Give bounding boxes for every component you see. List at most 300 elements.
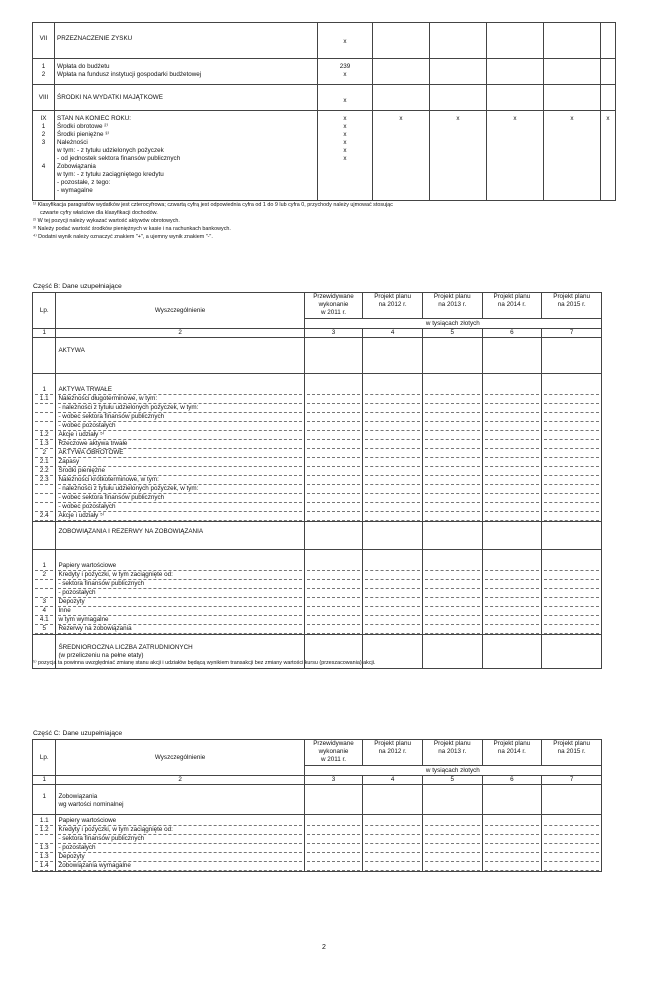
cell-line: na 2014 r. <box>497 748 526 755</box>
empty-value-line <box>544 422 599 431</box>
empty-value-line <box>485 580 540 589</box>
cell-line: wykonanie <box>318 748 349 755</box>
cell-line <box>35 413 53 422</box>
empty-value-line <box>307 817 361 826</box>
empty-value-line <box>425 413 480 422</box>
empty-value-line <box>485 431 540 440</box>
cell-line <box>546 97 598 105</box>
header-col7 <box>542 293 602 319</box>
description-cell <box>56 374 304 522</box>
empty-value-line <box>425 607 480 616</box>
empty-value-line <box>544 449 599 458</box>
cell-line <box>489 38 541 46</box>
cell-line: Środki pieniężne ³⁾ <box>57 131 109 138</box>
empty-value-line <box>307 431 361 440</box>
value-cell-c5 <box>430 59 487 85</box>
value-cell <box>304 522 363 550</box>
empty-value-line <box>307 844 361 853</box>
description-cell <box>55 111 318 201</box>
cell-line: ŚRODKI NA WYDATKI MAJĄTKOWE <box>57 94 163 101</box>
cell-line: - sektora finansów publicznych <box>58 580 301 589</box>
footnote: ¹⁾ Klasyfikacja paragrafów wydatków jest czterocyfrowa; czwartą cyfrą jest odpowiednia cyfra od 1 do 9 lub cyfra 0, przychody należy ujmować stosując <box>33 202 393 208</box>
empty-value-line <box>485 862 540 871</box>
empty-value-line <box>485 844 540 853</box>
header-unit: w tysiącach złotych <box>304 319 601 329</box>
cell-line: w 2011 r. <box>320 756 347 763</box>
column-number: 3 <box>304 776 363 785</box>
value-cell-c6 <box>487 59 544 85</box>
empty-value-line <box>307 835 361 844</box>
cell-line: 1.1 <box>35 395 53 404</box>
empty-value-line <box>365 413 420 422</box>
empty-value-line <box>425 625 480 634</box>
cell-line: Akcje i udziały ⁵⁾ <box>58 431 301 440</box>
empty-value-line <box>485 817 540 826</box>
value-cell <box>304 785 363 815</box>
cell-line: - wobec pozostałych <box>58 503 301 512</box>
empty-value-line <box>544 562 599 571</box>
value-cell-c8 <box>601 85 616 111</box>
cell-line <box>489 97 541 105</box>
cell-line: - wobec pozostałych <box>58 422 301 431</box>
empty-value-line <box>365 580 420 589</box>
description-cell <box>56 522 304 550</box>
empty-value-line <box>307 503 361 512</box>
empty-value-line <box>425 467 480 476</box>
cell-line: 2.1 <box>35 458 53 467</box>
cell-line: x <box>343 155 347 162</box>
value-cell-c3 <box>318 23 373 59</box>
cell-line: w 2011 r. <box>320 309 347 316</box>
value-cell-c4 <box>373 59 430 85</box>
empty-value-line <box>544 580 599 589</box>
empty-value-line <box>307 862 361 871</box>
cell-line: 239 <box>339 63 351 70</box>
header-lp: Lp. <box>33 293 56 329</box>
cell-line: 3 <box>35 598 53 607</box>
empty-value-line <box>544 616 599 625</box>
cell-line: Projekt planu <box>433 740 471 747</box>
empty-value-line <box>307 404 361 413</box>
cell-line: Kredyty i pożyczki, w tym zaciągnięte od: <box>58 571 301 580</box>
table-part-c <box>32 739 602 872</box>
empty-value-line <box>307 395 361 404</box>
cell-line: wg wartości nominalnej <box>58 801 124 808</box>
cell-line: Wpłata do budżetu <box>57 63 110 70</box>
value-cell <box>482 635 542 669</box>
empty-value-line <box>544 862 599 871</box>
cell-line: x <box>343 38 347 45</box>
header-col5 <box>422 740 482 766</box>
cell-line: Rzeczowe aktywa trwałe <box>58 440 301 449</box>
cell-line: 1 <box>41 63 46 70</box>
empty-value-line <box>425 431 480 440</box>
value-cell <box>363 550 423 635</box>
cell-line: 3 <box>41 139 46 146</box>
header-description: Wyszczególnienie <box>56 740 304 776</box>
empty-value-line <box>365 395 420 404</box>
lp-cell <box>33 522 56 550</box>
cell-line <box>35 187 52 195</box>
cell-line: Rezerwy na zobowiązania <box>58 625 301 634</box>
cell-line: - wobec sektora finansów publicznych <box>58 413 301 422</box>
cell-line: Należności krótkoterminowe, w tym: <box>58 476 301 485</box>
value-cell <box>482 338 542 374</box>
empty-value-line <box>425 485 480 494</box>
page-number: 2 <box>322 944 326 951</box>
column-number: 4 <box>363 776 423 785</box>
cell-line: 2.2 <box>35 467 53 476</box>
empty-value-line <box>425 458 480 467</box>
empty-value-line <box>425 571 480 580</box>
empty-value-line <box>307 449 361 458</box>
empty-value-line <box>485 589 540 598</box>
part-c-caption: Część C: Dane uzupełniające <box>33 730 123 737</box>
cell-line: Papiery wartościowe <box>58 817 301 826</box>
empty-value-line <box>485 598 540 607</box>
empty-value-line <box>307 571 361 580</box>
cell-line: STAN NA KONIEC ROKU: <box>57 115 132 122</box>
value-cell-c8 <box>601 23 616 59</box>
table-part-b <box>32 292 602 669</box>
value-cell-c7 <box>544 85 601 111</box>
column-number: 1 <box>33 329 56 338</box>
empty-value-line <box>425 598 480 607</box>
cell-line <box>35 404 53 413</box>
column-number: 3 <box>304 329 363 338</box>
cell-line: - od jednostek sektora finansów publicznych <box>57 155 181 162</box>
cell-line: 2.3 <box>35 476 53 485</box>
empty-value-line <box>544 404 599 413</box>
table-row <box>33 111 616 201</box>
empty-value-line <box>485 616 540 625</box>
lp-cell <box>33 815 56 872</box>
header-number-row <box>33 776 602 785</box>
cell-line: x <box>343 97 347 104</box>
lp-cell <box>33 338 56 374</box>
cell-line: AKTYWA TRWAŁE <box>58 386 301 395</box>
cell-line: w tym wymagalne <box>58 616 301 625</box>
header-col6 <box>482 740 542 766</box>
empty-value-line <box>365 616 420 625</box>
lp-cell <box>33 59 55 85</box>
value-cell <box>363 338 423 374</box>
empty-value-line <box>425 562 480 571</box>
header-col4 <box>363 293 423 319</box>
cell-line: IX <box>40 115 47 122</box>
cell-line: 1.3 <box>35 853 53 862</box>
value-cell <box>422 338 482 374</box>
empty-value-line <box>365 458 420 467</box>
cell-line: w tym: - z tytułu udzielonych pożyczek <box>57 147 164 154</box>
cell-line <box>375 38 427 46</box>
empty-value-line <box>425 476 480 485</box>
cell-line: na 2013 r. <box>438 301 467 308</box>
empty-value-line <box>307 512 361 521</box>
cell-line: - wobec sektora finansów publicznych <box>58 494 301 503</box>
empty-value-line <box>307 476 361 485</box>
empty-value-line <box>425 386 480 395</box>
empty-value-line <box>544 598 599 607</box>
cell-line: Zobowiązania wymagalne <box>58 862 301 871</box>
empty-value-line <box>544 512 599 521</box>
cell-line: Należności długoterminowe, w tym: <box>58 395 301 404</box>
header-col7 <box>542 740 602 766</box>
empty-value-line <box>485 494 540 503</box>
empty-value-line <box>307 598 361 607</box>
cell-line: Środki obrotowe ²⁾ <box>57 123 108 130</box>
empty-value-line <box>365 422 420 431</box>
empty-value-line <box>485 467 540 476</box>
cell-line: x <box>343 147 347 154</box>
empty-value-line <box>544 853 599 862</box>
cell-line: Projekt planu <box>553 293 591 300</box>
empty-value-line <box>544 571 599 580</box>
cell-line: AKTYWA <box>58 347 85 354</box>
description-cell <box>55 59 318 85</box>
description-cell <box>56 785 304 815</box>
cell-line: 1 <box>41 123 46 130</box>
lp-cell <box>33 111 55 201</box>
empty-value-line <box>307 440 361 449</box>
empty-value-line <box>544 386 599 395</box>
empty-value-line <box>544 503 599 512</box>
value-cell <box>422 815 482 872</box>
footnote: ⁴⁾ Dodatni wynik należy oznaczyć znakiem "+", a ujemny wynik znakiem "-". <box>33 234 213 240</box>
cell-line <box>432 63 484 71</box>
cell-line: 4.1 <box>35 616 53 625</box>
cell-line <box>35 494 53 503</box>
value-cell <box>482 550 542 635</box>
cell-line <box>35 179 52 187</box>
empty-value-line <box>365 503 420 512</box>
empty-value-line <box>544 607 599 616</box>
empty-value-line <box>485 395 540 404</box>
value-cell <box>542 815 602 872</box>
value-cell <box>482 374 542 522</box>
cell-line <box>546 63 598 71</box>
cell-line: 2 <box>41 131 46 138</box>
table-row <box>33 338 602 374</box>
header-col5 <box>422 293 482 319</box>
value-cell <box>542 338 602 374</box>
empty-value-line <box>425 512 480 521</box>
empty-value-line <box>544 826 599 835</box>
cell-line: AKTYWA OBROTOWE <box>58 449 301 458</box>
empty-value-line <box>365 853 420 862</box>
header-col6 <box>482 293 542 319</box>
lp-cell <box>33 550 56 635</box>
empty-value-line <box>544 476 599 485</box>
cell-line <box>375 97 427 105</box>
value-cell <box>482 815 542 872</box>
column-number: 1 <box>33 776 56 785</box>
cell-line: Zobowiązania <box>58 793 98 800</box>
column-number: 2 <box>56 776 304 785</box>
value-cell <box>542 635 602 669</box>
cell-line: - należności z tytułu udzielonych pożyczek, w tym: <box>58 485 301 494</box>
table-row <box>33 550 602 635</box>
empty-value-line <box>485 458 540 467</box>
value-cell <box>482 785 542 815</box>
description-cell <box>56 815 304 872</box>
empty-value-line <box>544 817 599 826</box>
empty-value-line <box>485 607 540 616</box>
empty-value-line <box>544 440 599 449</box>
cell-line: ŚREDNIOROCZNA LICZBA ZATRUDNIONYCH <box>58 644 193 651</box>
empty-value-line <box>425 835 480 844</box>
cell-line: Projekt planu <box>374 293 411 300</box>
cell-line: Zobowiązania <box>57 163 96 170</box>
cell-line <box>432 97 484 105</box>
cell-line: - należności z tytułu udzielonych pożyczek, w tym: <box>58 404 301 413</box>
empty-value-line <box>307 616 361 625</box>
description-cell <box>56 550 304 635</box>
cell-line: Środki pieniężne <box>58 467 301 476</box>
cell-line: x <box>570 115 574 122</box>
cell-line <box>432 38 484 46</box>
empty-value-line <box>425 494 480 503</box>
cell-line <box>489 63 541 71</box>
empty-value-line <box>365 562 420 571</box>
value-cell <box>304 338 363 374</box>
empty-value-line <box>544 494 599 503</box>
empty-value-line <box>485 503 540 512</box>
header-row <box>33 293 602 319</box>
empty-value-line <box>307 422 361 431</box>
value-cell <box>542 550 602 635</box>
value-cell-c6 <box>487 23 544 59</box>
empty-value-line <box>485 422 540 431</box>
empty-value-line <box>307 625 361 634</box>
cell-line: x <box>343 71 347 78</box>
value-cell-c4 <box>373 111 430 201</box>
empty-value-line <box>365 607 420 616</box>
empty-value-line <box>307 607 361 616</box>
empty-value-line <box>425 580 480 589</box>
empty-value-line <box>485 485 540 494</box>
value-cell <box>363 374 423 522</box>
empty-value-line <box>485 413 540 422</box>
cell-line <box>35 347 53 355</box>
empty-value-line <box>544 458 599 467</box>
cell-line <box>35 528 53 536</box>
empty-value-line <box>485 562 540 571</box>
cell-line: 1 <box>35 386 53 395</box>
value-cell <box>542 374 602 522</box>
cell-line <box>35 485 53 494</box>
column-number: 7 <box>542 776 602 785</box>
column-number: 5 <box>422 329 482 338</box>
empty-value-line <box>544 625 599 634</box>
empty-value-line <box>365 404 420 413</box>
empty-value-line <box>307 494 361 503</box>
cell-line: 2 <box>41 71 46 78</box>
value-cell <box>422 635 482 669</box>
empty-value-line <box>425 616 480 625</box>
value-cell <box>482 522 542 550</box>
value-cell-c8 <box>601 59 616 85</box>
cell-line: - pozostałe, z tego: <box>57 179 111 186</box>
empty-value-line <box>485 404 540 413</box>
cell-line: 2 <box>35 571 53 580</box>
value-cell-c7 <box>544 111 601 201</box>
cell-line <box>35 171 52 179</box>
header-col3 <box>304 293 363 319</box>
empty-value-line <box>365 512 420 521</box>
empty-value-line <box>485 440 540 449</box>
cell-line: Projekt planu <box>493 293 531 300</box>
empty-value-line <box>365 476 420 485</box>
value-cell <box>363 522 423 550</box>
empty-value-line <box>365 431 420 440</box>
cell-line: Wpłata na fundusz instytucji gospodarki budżetowej <box>57 71 202 78</box>
empty-value-line <box>365 386 420 395</box>
cell-line <box>375 63 427 71</box>
cell-line <box>603 63 613 71</box>
table-row <box>33 815 602 872</box>
cell-line: 4 <box>35 607 53 616</box>
cell-line: Papiery wartościowe <box>58 562 301 571</box>
empty-value-line <box>544 844 599 853</box>
cell-line: x <box>456 115 460 122</box>
cell-line <box>35 589 53 598</box>
cell-line: 2 <box>35 449 53 458</box>
table-row <box>33 85 616 111</box>
value-cell <box>363 815 423 872</box>
empty-value-line <box>485 512 540 521</box>
cell-line: Projekt planu <box>493 740 531 747</box>
empty-value-line <box>307 413 361 422</box>
header-col4 <box>363 740 423 766</box>
empty-value-line <box>365 494 420 503</box>
value-cell-c7 <box>544 59 601 85</box>
value-cell-c6 <box>487 111 544 201</box>
value-cell-c4 <box>373 23 430 59</box>
lp-cell <box>33 23 55 59</box>
cell-line: Należności <box>57 139 88 146</box>
empty-value-line <box>425 853 480 862</box>
empty-value-line <box>307 826 361 835</box>
cell-line: VII <box>39 35 48 42</box>
cell-line <box>35 580 53 589</box>
empty-value-line <box>307 386 361 395</box>
value-cell-c5 <box>430 111 487 201</box>
table-row <box>33 374 602 522</box>
table-row <box>33 59 616 85</box>
cell-line: Depozyty <box>58 598 301 607</box>
cell-line: PRZEZNACZENIE ZYSKU <box>57 35 133 42</box>
value-cell <box>422 550 482 635</box>
empty-value-line <box>365 817 420 826</box>
footnote: czwarte cyfry właściwe dla klasyfikacji dochodów. <box>40 210 158 216</box>
cell-line <box>35 422 53 431</box>
empty-value-line <box>365 598 420 607</box>
column-number: 6 <box>482 776 542 785</box>
column-number: 7 <box>542 329 602 338</box>
cell-line: 1.3 <box>35 440 53 449</box>
cell-line: 1.1 <box>35 817 53 826</box>
header-col3 <box>304 740 363 766</box>
value-cell <box>422 522 482 550</box>
empty-value-line <box>544 395 599 404</box>
empty-value-line <box>365 862 420 871</box>
description-cell <box>55 85 318 111</box>
value-cell <box>363 785 423 815</box>
empty-value-line <box>485 476 540 485</box>
cell-line <box>603 38 613 46</box>
column-number: 5 <box>422 776 482 785</box>
